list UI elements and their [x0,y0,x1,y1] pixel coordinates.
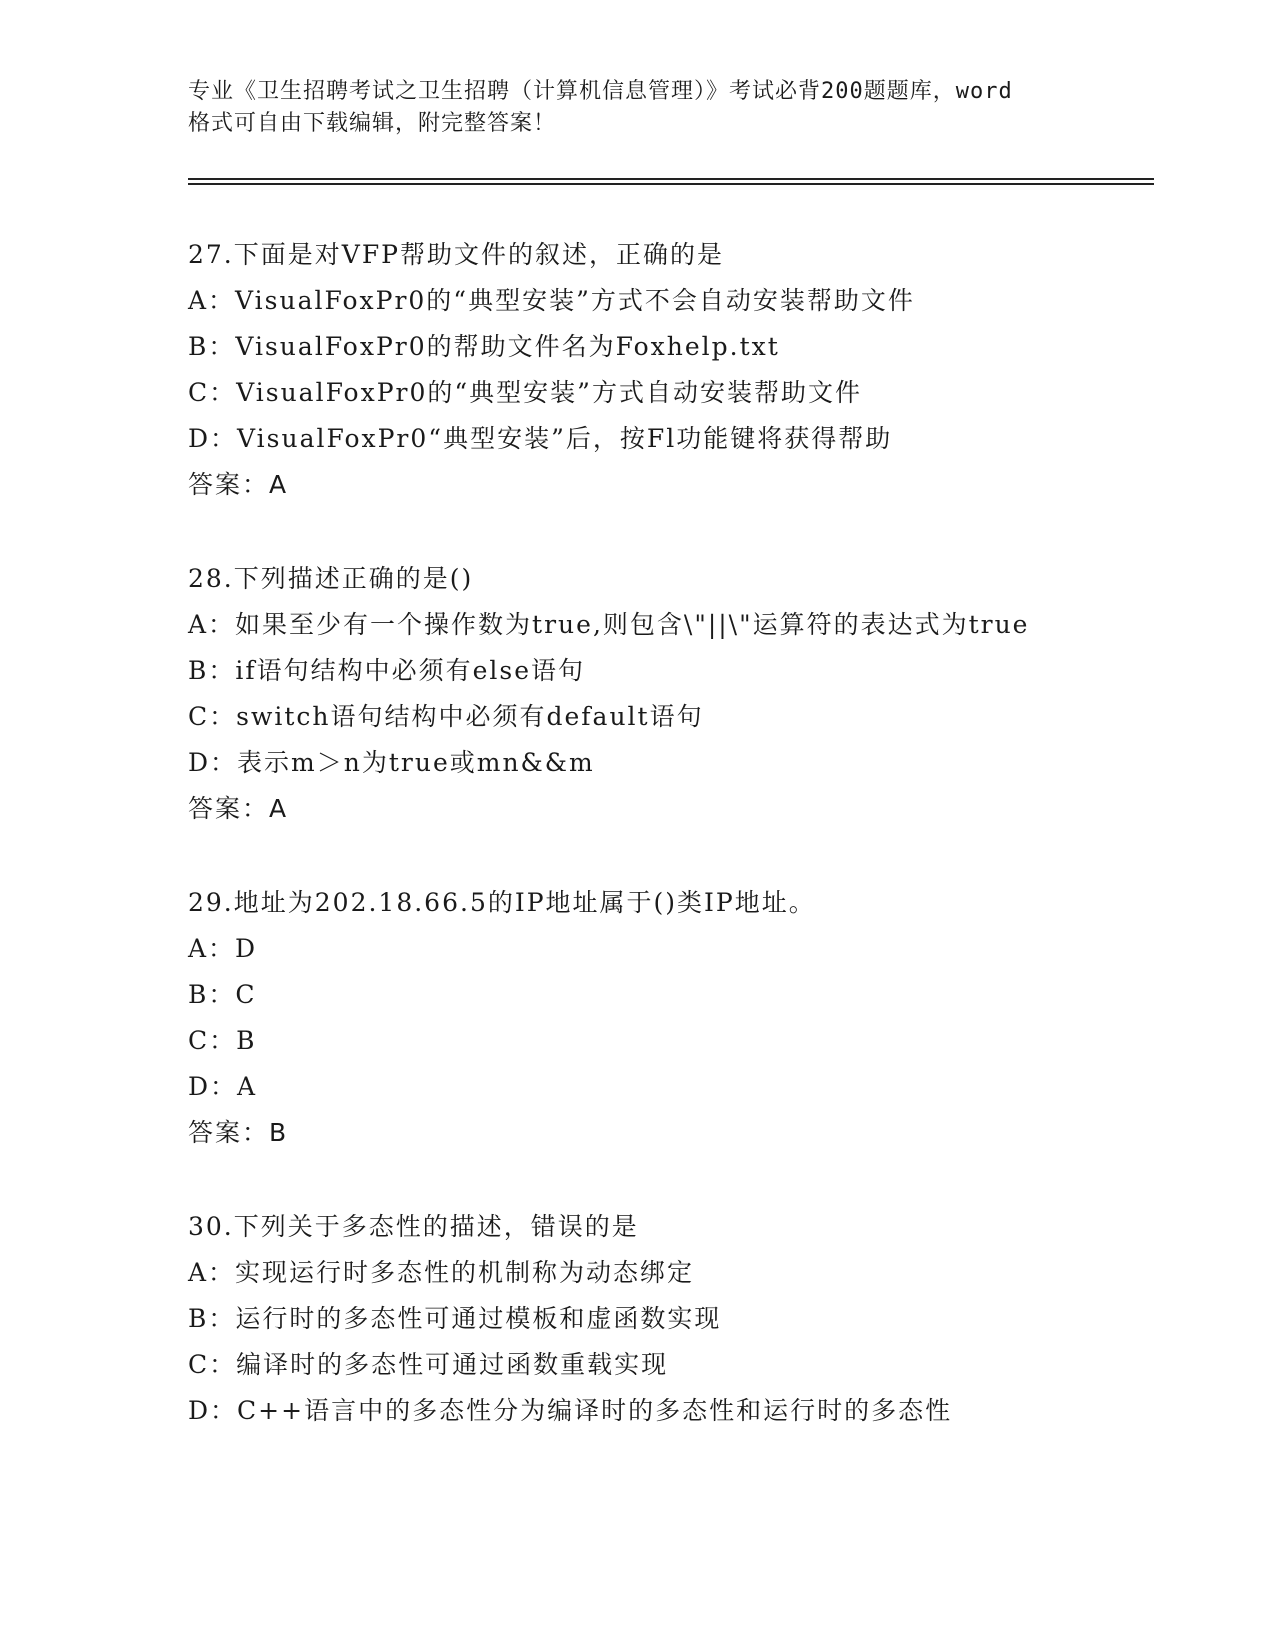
option-a: A：实现运行时多态性的机制称为动态绑定 [188,1258,695,1287]
question-list [188,232,1148,1482]
header-line-2: 格式可自由下载编辑，附完整答案！ [188,111,557,136]
question-30 [188,1204,1148,1434]
document-header [188,76,1088,140]
option-d: D：A [188,1072,258,1101]
option-a: A：VisualFoxPr0的“典型安装”方式不会自动安装帮助文件 [188,286,915,315]
option-c: C：VisualFoxPr0的“典型安装”方式自动安装帮助文件 [188,378,862,407]
header-divider-top [188,178,1154,180]
option-b: B：运行时的多态性可通过模板和虚函数实现 [188,1304,722,1333]
option-b: B：if语句结构中必须有else语句 [188,656,586,685]
question-stem: 29.地址为202.18.66.5的IP地址属于()类IP地址。 [188,888,816,917]
question-stem: 27.下面是对VFP帮助文件的叙述，正确的是 [188,240,724,269]
header-divider-bottom [188,183,1154,185]
option-c: C：编译时的多态性可通过函数重载实现 [188,1350,669,1379]
option-d: D：VisualFoxPr0“典型安装”后，按Fl功能键将获得帮助 [188,424,893,453]
option-d: D：表示m＞n为true或mn&&m [188,748,595,777]
option-a: A：D [188,934,258,963]
option-b: B：C [188,980,257,1009]
option-a: A：如果至少有一个操作数为true,则包含\"||\"运算符的表达式为true [188,610,1030,639]
option-d: D：C++语言中的多态性分为编译时的多态性和运行时的多态性 [188,1396,953,1425]
question-stem: 30.下列关于多态性的描述，错误的是 [188,1212,639,1241]
question-28 [188,556,1148,832]
answer-line: 答案：A [188,470,289,499]
question-29 [188,880,1148,1156]
option-b: B：VisualFoxPr0的帮助文件名为Foxhelp.txt [188,332,780,361]
answer-line: 答案：B [188,1118,289,1147]
question-stem: 28.下列描述正确的是() [188,564,474,593]
question-27 [188,232,1148,508]
option-c: C：B [188,1026,257,1055]
header-line-1: 专业《卫生招聘考试之卫生招聘（计算机信息管理）》考试必背200题题库，word [188,79,1013,104]
answer-line: 答案：A [188,794,289,823]
option-c: C：switch语句结构中必须有default语句 [188,702,704,731]
